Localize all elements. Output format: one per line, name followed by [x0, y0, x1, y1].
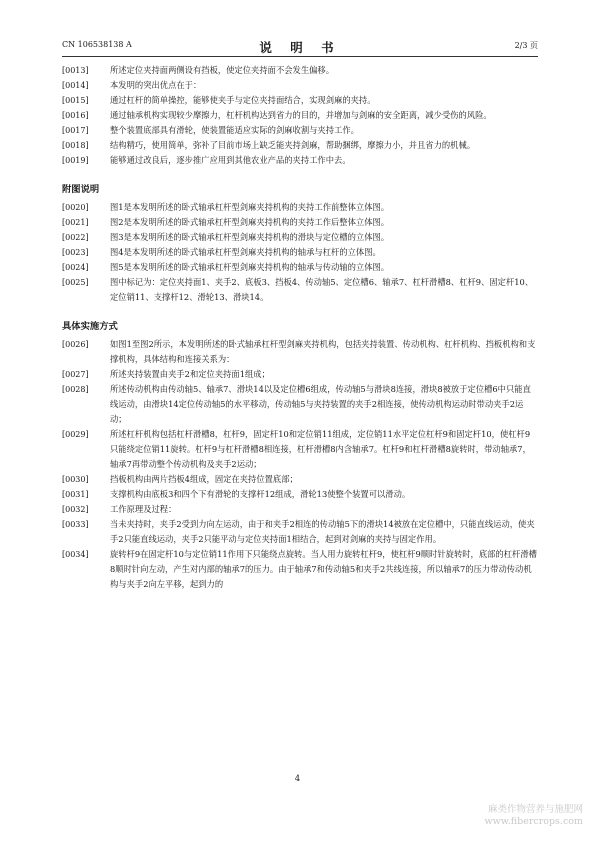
paragraph-text: 图1是本发明所述的卧式轴承杠杆型剑麻夹持机构的夹持工作前整体立体图。 [110, 202, 390, 212]
section-title-embodiment: 具体实施方式 [62, 321, 118, 332]
paragraph-number: [0030] [62, 475, 89, 484]
paragraph-text: 挡板机构由两片挡板4组成，固定在夹持位置底部； [110, 474, 298, 484]
paragraph-text: 所述定位夹持面两侧设有挡板，使定位夹持面不会发生偏移。 [110, 65, 335, 75]
paragraph-number: [0015] [62, 96, 89, 105]
watermark-line2: www.fibercrops.com [484, 816, 583, 827]
paragraph-text: 本发明的突出优点在于： [110, 80, 202, 90]
paragraph [62, 63, 538, 78]
paragraph-text: 图2是本发明所述的卧式轴承杠杆型剑麻夹持机构的夹持工作后整体立体图。 [110, 217, 390, 227]
paragraph [62, 472, 538, 487]
paragraph-number: [0034] [62, 550, 89, 559]
paragraph-number: [0021] [62, 218, 89, 227]
page-number: 4 [294, 774, 301, 784]
paragraph-number: [0023] [62, 248, 89, 257]
paragraph-group-figures [62, 200, 538, 305]
paragraph-number: [0026] [62, 340, 89, 349]
paragraph-text: 当未夹持时，夹手2受到力向左运动，由于和夹手2相连的传动轴5下的滑块14被放在定位槽中，只能直线运动，使夹手2只能直线运动，夹手2只能平动与定位夹持面1相结合，起到对剑麻的夹持与固定作用。 [110, 519, 535, 544]
paragraph-text: 整个装置底部具有滑轮，使装置能适应实际的剑麻收割与夹持工作。 [110, 125, 359, 135]
paragraph-number: [0028] [62, 385, 89, 394]
paragraph-number: [0024] [62, 263, 89, 272]
paragraph [62, 367, 538, 382]
paragraph-text: 所述杠杆机构包括杠杆滑槽8，杠杆9，固定杆10和定位销11组成，定位销11水平定位杠杆9和固定杆10，使杠杆9只能绕定位销11旋转。杠杆9与杠杆滑槽8相连接，杠杆滑槽8内含轴承7。杠杆9和杠杆滑槽8旋转时，带动轴承7，轴承7再带动整个传动机构及夹手2运动； [110, 429, 531, 469]
paragraph-number: [0033] [62, 520, 89, 529]
paragraph [62, 108, 538, 123]
paragraph [62, 78, 538, 93]
paragraph-number: [0016] [62, 111, 89, 120]
paragraph-text: 能够通过改良后，逐步推广应用到其他农业产品的夹持工作中去。 [110, 155, 351, 165]
paragraph-text: 旋转杆9在固定杆10与定位销11作用下只能绕点旋转。当人用力旋转杠杆9，使杠杆9顺时针旋转时，底部的杠杆滑槽8顺时针向左动，产生对内部的轴承7的压力。由于轴承7和传动轴5和夹手2共线连接，所以轴承7的压力带动传动机构与夹手2向左平移，起到力的 [110, 549, 537, 589]
section-title-figures: 附图说明 [62, 184, 100, 195]
paragraph [62, 230, 538, 245]
paragraph [62, 215, 538, 230]
paragraph [62, 382, 538, 427]
paragraph-number: [0029] [62, 430, 89, 439]
paragraph [62, 427, 538, 472]
paragraph [62, 93, 538, 108]
page-indicator: 2/3 页 [514, 41, 538, 50]
paragraph [62, 517, 538, 547]
paragraph-number: [0013] [62, 66, 89, 75]
paragraph-text: 通过轴承机构实现较少摩擦力，杠杆机构达到省力的目的，并增加与剑麻的安全距离，减少受伤的风险。 [110, 110, 492, 120]
paragraph [62, 260, 538, 275]
paragraph-text: 图5是本发明所述的卧式轴承杠杆型剑麻夹持机构的轴承与传动轴的立体图。 [110, 262, 390, 272]
paragraph-number: [0014] [62, 81, 89, 90]
paragraph [62, 138, 538, 153]
paragraph-number: [0025] [62, 278, 89, 287]
paragraph-group-advantages [62, 63, 538, 168]
paragraph-number: [0031] [62, 490, 89, 499]
document-body [62, 63, 538, 592]
paragraph-group-embodiment [62, 337, 538, 592]
paragraph-number: [0018] [62, 141, 89, 150]
paragraph [62, 487, 538, 502]
paragraph-text: 图4是本发明所述的卧式轴承杠杆型剑麻夹持机构的轴承与杠杆的立体图。 [110, 247, 381, 257]
paragraph-text: 结构精巧，使用简单，弥补了目前市场上缺乏能夹持剑麻，帮助捆绑，摩擦力小，并且省力的机械。 [110, 140, 476, 150]
patent-number: CN 106538138 A [62, 40, 132, 49]
paragraph [62, 502, 538, 517]
paragraph [62, 275, 538, 305]
document-title: 说 明 书 [259, 40, 341, 55]
paragraph [62, 123, 538, 138]
paragraph-text: 所述传动机构由传动轴5、轴承7、滑块14以及定位槽6组成，传动轴5与滑块8连接，滑块8被放于定位槽6中只能直线运动，由滑块14定位传动轴5的水平移动，传动轴5与夹持装置的夹手2相连接，使传动机构运动时带动夹手2运动； [110, 384, 531, 424]
paragraph-text: 所述夹持装置由夹手2和定位夹持面1组成； [110, 369, 270, 379]
paragraph-text: 工作原理及过程： [110, 504, 177, 514]
paragraph [62, 547, 538, 592]
paragraph-number: [0020] [62, 203, 89, 212]
paragraph-number: [0022] [62, 233, 89, 242]
paragraph-number: [0019] [62, 156, 89, 165]
paragraph [62, 153, 538, 168]
paragraph-text: 通过杠杆的简单操控，能够使夹手与定位夹持面结合，实现剑麻的夹持。 [110, 95, 376, 105]
paragraph-number: [0017] [62, 126, 89, 135]
paragraph-number: [0027] [62, 370, 89, 379]
header-rule [62, 56, 538, 57]
watermark-line1: 麻类作物营养与施肥网 [487, 804, 583, 815]
watermark [485, 804, 583, 828]
paragraph-text: 如图1至图2所示，本发明所述的卧式轴承杠杆型剑麻夹持机构，包括夹持装置、传动机构、杠杆机构、挡板机构和支撑机构，具体结构和连接关系为： [110, 339, 536, 364]
paragraph [62, 245, 538, 260]
paragraph [62, 200, 538, 215]
paragraph-text: 图3是本发明所述的卧式轴承杠杆型剑麻夹持机构的滑块与定位槽的立体图。 [110, 232, 390, 242]
paragraph-number: [0032] [62, 505, 89, 514]
paragraph-text: 图中标记为：定位夹持面1、夹手2、底板3、挡板4、传动轴5、定位槽6、轴承7、杠杆滑槽8、杠杆9、固定杆10、定位销11、支撑杆12、滑轮13、滑块14。 [110, 277, 534, 302]
paragraph-text: 支撑机构由底板3和四个下有滑轮的支撑杆12组成，滑轮13使整个装置可以滑动。 [110, 489, 411, 499]
paragraph [62, 337, 538, 367]
page-header [62, 38, 538, 54]
